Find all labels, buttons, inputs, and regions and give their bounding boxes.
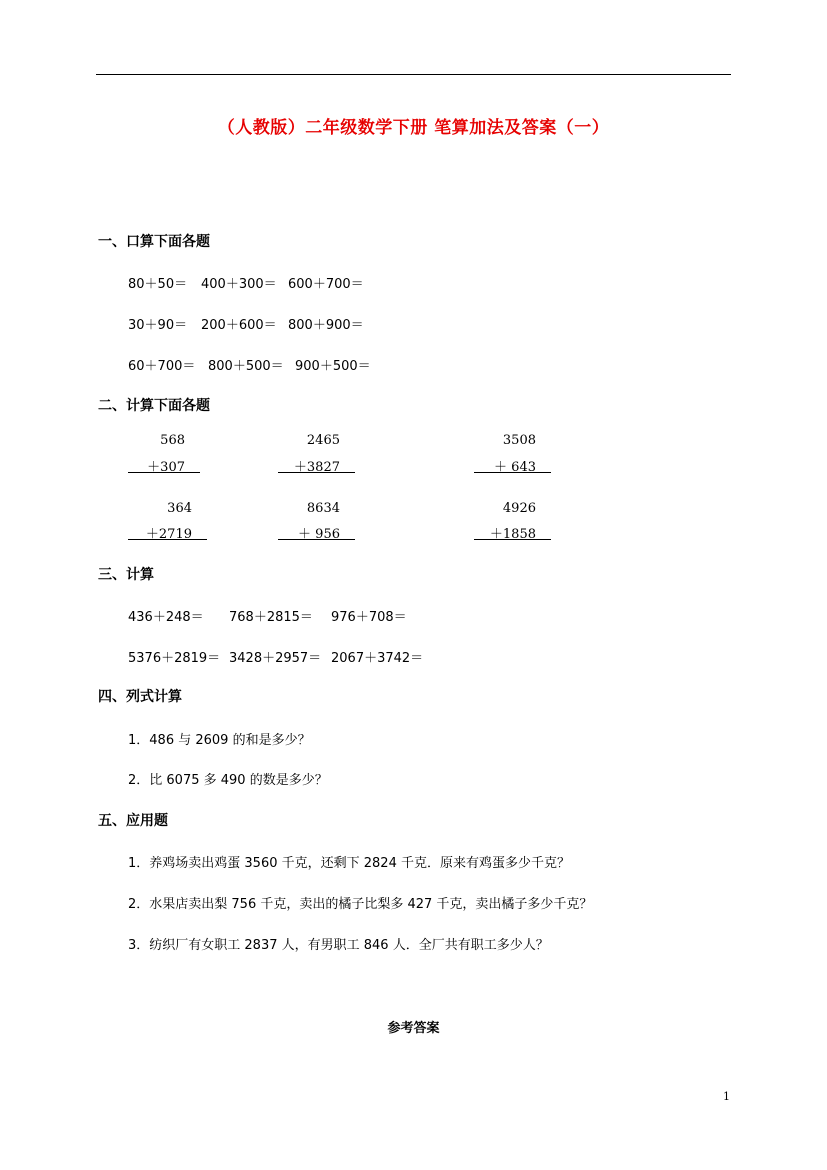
vertical-addend-top: 3508 (502, 433, 536, 448)
oral-problem: 200＋600＝ (201, 318, 277, 333)
oral-problem: 60＋700＝ (128, 359, 196, 374)
vertical-addend-bottom: ＋2719 (145, 527, 192, 542)
sum-line (278, 472, 355, 473)
section-heading-application: 五、应用题 (98, 813, 168, 829)
question-item: 2．比 6075 多 490 的数是多少？ (128, 773, 328, 788)
sum-line (128, 472, 200, 473)
vertical-addend-bottom: ＋1858 (489, 527, 536, 542)
oral-problem: 600＋700＝ (288, 277, 364, 292)
vertical-addend-top: 8634 (306, 501, 340, 516)
vertical-addend-top: 568 (160, 433, 185, 448)
calc-problem: 5376＋2819＝ (128, 651, 221, 666)
oral-problem: 30＋90＝ (128, 318, 188, 333)
vertical-addend-bottom: ＋ 956 (298, 527, 340, 542)
vertical-addend-top: 2465 (306, 433, 340, 448)
sum-line (474, 472, 551, 473)
calc-problem: 976＋708＝ (331, 610, 407, 625)
oral-problem: 80＋50＝ (128, 277, 188, 292)
vertical-addend-bottom: ＋307 (147, 460, 185, 475)
calc-problem: 2067＋3742＝ (331, 651, 424, 666)
question-item: 2．水果店卖出梨 756 千克，卖出的橘子比梨多 427 千克，卖出橘子多少千克？ (128, 897, 593, 912)
section-heading-calc: 三、计算 (98, 567, 154, 583)
document-title: （人教版）二年级数学下册 笔算加法及答案（一） (217, 118, 610, 138)
calc-problem: 436＋248＝ (128, 610, 204, 625)
vertical-addend-bottom: ＋3827 (293, 460, 340, 475)
sum-line (474, 539, 551, 540)
oral-problem: 400＋300＝ (201, 277, 277, 292)
vertical-addend-top: 4926 (502, 501, 536, 516)
section-heading-oral: 一、口算下面各题 (98, 234, 210, 250)
oral-problem: 900＋500＝ (295, 359, 371, 374)
page-number: 1 (723, 1090, 730, 1103)
vertical-addend-top: 364 (167, 501, 192, 516)
section-heading-equation: 四、列式计算 (98, 689, 182, 705)
answer-heading: 参考答案 (387, 1021, 440, 1036)
question-item: 1．养鸡场卖出鸡蛋 3560 千克，还剩下 2824 千克．原来有鸡蛋多少千克？ (128, 856, 570, 871)
sum-line (128, 539, 207, 540)
oral-problem: 800＋500＝ (208, 359, 284, 374)
oral-problem: 800＋900＝ (288, 318, 364, 333)
calc-problem: 768＋2815＝ (229, 610, 313, 625)
question-item: 3．纺织厂有女职工 2837 人，有男职工 846 人．全厂共有职工多少人？ (128, 938, 549, 953)
header-rule (96, 74, 731, 75)
sum-line (278, 539, 355, 540)
vertical-addend-bottom: ＋ 643 (494, 460, 536, 475)
section-heading-vertical: 二、计算下面各题 (98, 398, 210, 414)
calc-problem: 3428＋2957＝ (229, 651, 322, 666)
question-item: 1．486 与 2609 的和是多少？ (128, 733, 311, 748)
